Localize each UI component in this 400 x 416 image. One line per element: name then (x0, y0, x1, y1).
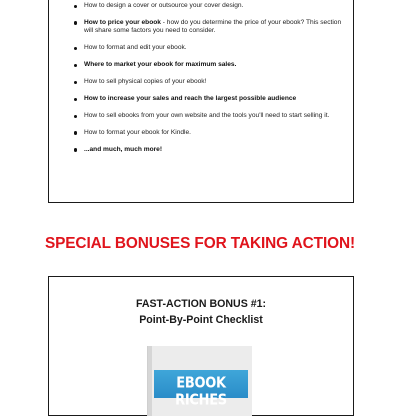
list-item (74, 44, 346, 53)
list-item (74, 95, 346, 104)
ebook-cover-band (154, 370, 248, 410)
bonus-subtitle: Point-By-Point Checklist (139, 314, 263, 326)
bonus-title: FAST-ACTION BONUS #1: (135, 298, 267, 310)
list-item-text: - how do you determine the price of your ebook? This section will share some factors you need to consider. (84, 18, 342, 35)
list-item (74, 146, 346, 155)
ebook-cover-image (148, 346, 252, 416)
list-item-text: How to sell ebooks from your own website and the tools you'll need to start selling it. (84, 111, 330, 119)
list-item (74, 112, 346, 121)
bonus-box (48, 276, 354, 416)
list-item-bold: How to price your ebook (84, 18, 161, 26)
benefits-box (48, 0, 354, 203)
list-item (74, 2, 346, 11)
benefits-list (74, 2, 346, 163)
list-item-text: How to format your ebook for Kindle. (84, 128, 192, 136)
list-item-bold: ...and much, much more! (84, 145, 163, 153)
list-item (74, 129, 346, 138)
list-item-text: How to format and edit your ebook. (84, 44, 187, 52)
list-item (74, 78, 346, 87)
ebook-cover-title: EBOOK RICHES (175, 374, 227, 410)
list-item (74, 19, 346, 36)
special-bonuses-heading: SPECIAL BONUSES FOR TAKING ACTION! (44, 235, 356, 252)
list-item-bold: Where to market your ebook for maximum sales. (84, 61, 237, 69)
list-item-text: How to sell physical copies of your ebook! (84, 78, 207, 86)
list-item-bold: How to increase your sales and reach the largest possible audience (84, 95, 297, 103)
list-item-text: How to design a cover or outsource your cover design. (84, 2, 244, 9)
ebook-cover-spine (148, 346, 152, 416)
list-item (74, 61, 346, 70)
